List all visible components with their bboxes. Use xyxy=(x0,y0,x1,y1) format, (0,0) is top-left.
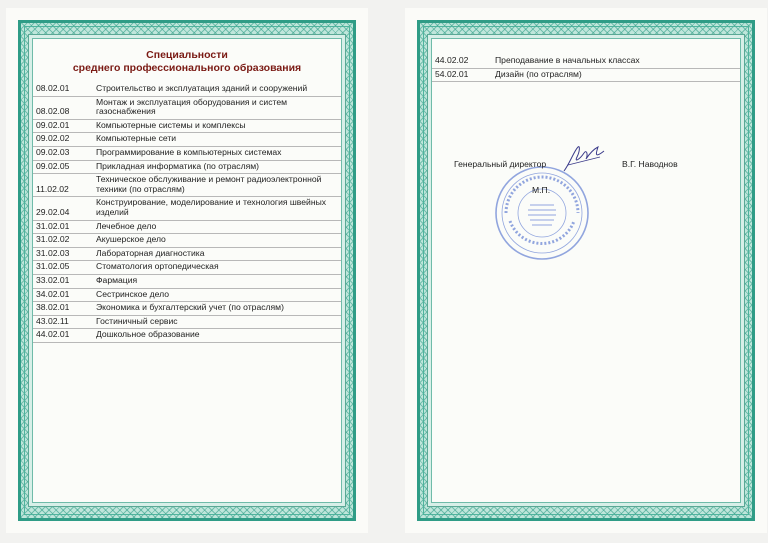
specialty-code: 29.02.04 xyxy=(36,206,70,217)
specialty-code: 09.02.02 xyxy=(36,133,70,144)
specialty-row xyxy=(33,161,341,175)
specialty-name: Программирование в компьютерных системах xyxy=(96,146,282,157)
specialty-list-continued xyxy=(432,55,740,82)
specialty-row xyxy=(33,120,341,134)
specialty-name: Лабораторная диагностика xyxy=(96,247,205,258)
certificate-page-right xyxy=(405,8,767,533)
specialty-code: 31.02.02 xyxy=(36,234,70,245)
director-label: Генеральный директор xyxy=(454,159,547,169)
specialty-row xyxy=(33,248,341,262)
specialty-code: 44.02.01 xyxy=(36,329,70,340)
specialty-code: 43.02.11 xyxy=(36,315,69,326)
specialty-code: 09.02.05 xyxy=(36,160,70,171)
specialty-code: 54.02.01 xyxy=(435,68,469,79)
specialty-row xyxy=(33,275,341,289)
specialty-name: Компьютерные сети xyxy=(96,133,177,144)
page-content-left xyxy=(32,38,342,503)
page-content-right xyxy=(431,38,741,503)
page-title xyxy=(33,49,341,75)
specialty-row xyxy=(33,289,341,303)
round-seal-icon xyxy=(492,163,592,263)
specialty-row xyxy=(33,316,341,330)
specialty-row xyxy=(33,133,341,147)
specialty-name: Конструирование, моделирование и технология швейных изделий xyxy=(96,197,327,217)
specialty-name: Дошкольное образование xyxy=(96,329,200,340)
specialty-list xyxy=(33,83,341,343)
specialty-name: Дизайн (по отраслям) xyxy=(495,68,582,79)
specialty-name: Фармация xyxy=(96,274,138,285)
specialty-code: 44.02.02 xyxy=(435,55,469,65)
specialty-code: 31.02.05 xyxy=(36,261,70,272)
specialty-row xyxy=(33,302,341,316)
specialty-row xyxy=(33,147,341,161)
specialty-code: 11.02.02 xyxy=(36,183,69,194)
specialty-row xyxy=(33,83,341,97)
specialty-name: Лечебное дело xyxy=(96,220,157,231)
specialty-code: 09.02.03 xyxy=(36,146,70,157)
specialty-row xyxy=(33,197,341,220)
specialty-code: 31.02.03 xyxy=(36,247,70,258)
specialty-row xyxy=(33,174,341,197)
specialty-row xyxy=(33,234,341,248)
specialty-row xyxy=(432,69,740,83)
stamp-place-label: М.П. xyxy=(532,185,551,195)
specialty-code: 38.02.01 xyxy=(36,302,70,313)
specialty-name: Экономика и бухгалтерский учет (по отраслям) xyxy=(96,302,284,313)
specialty-code: 31.02.01 xyxy=(36,220,70,231)
specialty-row xyxy=(33,221,341,235)
specialty-name: Гостиничный сервис xyxy=(96,315,178,326)
specialty-code: 08.02.01 xyxy=(36,83,70,93)
specialty-name: Стоматология ортопедическая xyxy=(96,261,219,272)
specialty-row xyxy=(432,55,740,69)
specialty-name: Техническое обслуживание и ремонт радиоэлектронной техники (по отраслям) xyxy=(96,174,322,194)
specialty-name: Сестринское дело xyxy=(96,288,170,299)
title-line-2: среднего профессионального образования xyxy=(72,62,302,74)
specialty-row xyxy=(33,97,341,120)
specialty-code: 09.02.01 xyxy=(36,119,70,130)
title-line-1: Специальности xyxy=(146,49,228,61)
specialty-name: Монтаж и эксплуатация оборудования и систем газоснабжения xyxy=(96,96,288,117)
specialty-name: Прикладная информатика (по отраслям) xyxy=(96,160,260,171)
specialty-row xyxy=(33,261,341,275)
specialty-name: Преподавание в начальных классах xyxy=(495,55,640,65)
director-name: В.Г. Наводнов xyxy=(622,159,678,169)
handwritten-signature-icon xyxy=(560,141,608,177)
specialty-code: 08.02.08 xyxy=(36,106,70,117)
specialty-row xyxy=(33,329,341,343)
specialty-name: Компьютерные системы и комплексы xyxy=(96,119,246,130)
specialty-code: 33.02.01 xyxy=(36,274,70,285)
specialty-name: Акушерское дело xyxy=(96,234,166,245)
specialty-name: Строительство и эксплуатация зданий и сооружений xyxy=(96,83,308,93)
signature-block xyxy=(432,129,740,229)
certificate-page-left xyxy=(6,8,368,533)
specialty-code: 34.02.01 xyxy=(36,288,70,299)
